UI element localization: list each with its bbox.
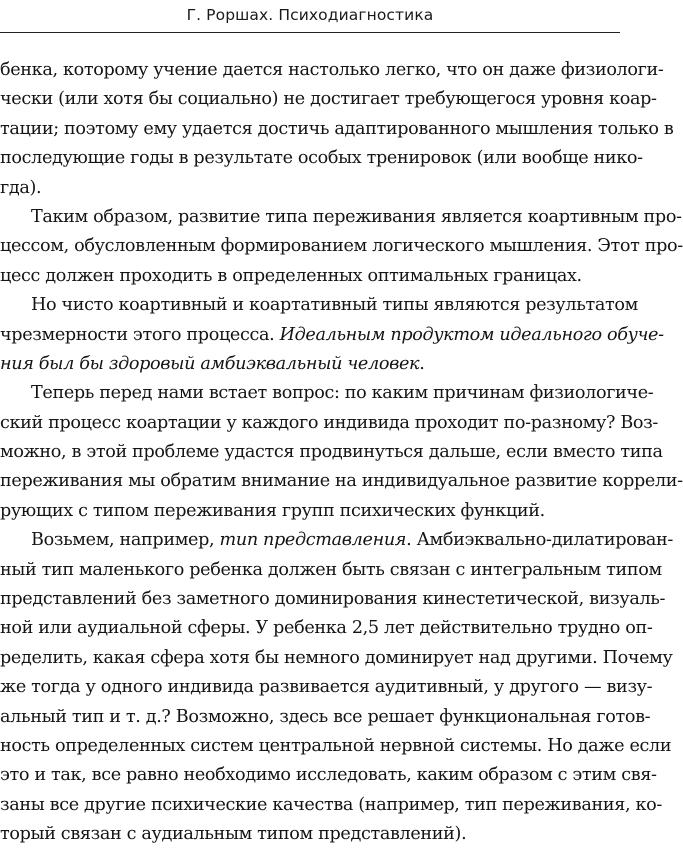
- text-line: [0, 115, 674, 144]
- text-segment: Возьмем, например,: [31, 530, 220, 551]
- text-segment: ность определенных систем центральной нервной системы. Но даже если: [0, 735, 672, 756]
- text-line: [0, 438, 663, 467]
- text-segment: тации; поэтому ему удается достичь адаптированного мышления только в: [0, 118, 674, 139]
- text-segment: Но чисто коартивный и коартативный типы являются результатом: [31, 295, 638, 316]
- text-line: [0, 644, 673, 673]
- text-segment: . Амбиэквально-дилатирован-: [406, 530, 674, 551]
- text-segment: гда).: [0, 177, 42, 198]
- paragraph-first-line: [0, 379, 654, 408]
- text-segment: можно, в этой проблеме удастся продвинуться дальше, если вместо типа: [0, 442, 663, 463]
- text-line: [0, 497, 620, 526]
- text-line: [0, 732, 672, 761]
- text-line: [0, 556, 662, 585]
- text-line: [0, 350, 620, 379]
- text-segment: ный тип маленького ребенка должен быть связан с интегральным типом: [0, 559, 662, 580]
- text-line: [0, 585, 666, 614]
- text-segment: ский процесс коартации у каждого индивида проходит по-разному? Воз-: [0, 412, 659, 433]
- text-segment: чрезмерности этого процесса.: [0, 324, 280, 345]
- text-segment: же тогда у одного индивида развивается аудитивный, у другого — визу-: [0, 677, 653, 698]
- text-line: [0, 409, 659, 438]
- text-segment: ной или аудиальной сферы. У ребенка 2,5 лет действительно трудно оп-: [0, 618, 653, 639]
- text-line: [0, 614, 653, 643]
- text-segment: чески (или хотя бы социально) не достигает требующегося уровня коар-: [0, 89, 657, 110]
- text-segment: переживания мы обратим внимание на индивидуальное развитие коррели-: [0, 471, 683, 492]
- text-segment: это и так, все равно необходимо исследовать, каким образом с этим свя-: [0, 765, 657, 786]
- text-line: [0, 232, 683, 261]
- text-line: [0, 467, 683, 496]
- italic-text-segment: тип представления: [219, 530, 407, 551]
- text-line: [0, 144, 643, 173]
- paragraph-first-line: [0, 526, 674, 555]
- text-segment: альный тип и т. д.? Возможно, здесь все решает функциональная готов-: [0, 706, 651, 727]
- text-line: [0, 262, 620, 291]
- running-head: [0, 0, 620, 34]
- text-line: [0, 673, 653, 702]
- paragraph-first-line: [0, 291, 638, 320]
- text-line: [0, 761, 657, 790]
- text-line: [0, 820, 620, 849]
- text-segment: Таким образом, развитие типа переживания является коартивным про-: [31, 206, 682, 227]
- text-segment: рующих с типом переживания групп психических функций.: [0, 500, 545, 521]
- text-segment: бенка, которому учение дается настолько легко, что он даже физиологи-: [0, 60, 664, 80]
- text-segment: цесс должен проходить в определенных оптимальных границах.: [0, 265, 582, 286]
- text-line: [0, 791, 662, 820]
- text-segment: заны все другие психические качества (например, тип переживания, ко-: [0, 794, 662, 815]
- text-segment: ределить, какая сфера хотя бы немного доминирует над другими. Почему: [0, 647, 673, 668]
- italic-text-segment: Идеальным продуктом идеального обуче-: [279, 324, 664, 345]
- text-segment: представлений без заметного доминирования кинестетической, визуаль-: [0, 589, 666, 610]
- text-line: [0, 321, 664, 350]
- italic-text-segment: ния был бы здоровый амбиэквальный человек: [0, 353, 420, 374]
- text-line: [0, 85, 657, 114]
- body-text: [0, 56, 683, 850]
- text-line: [0, 703, 651, 732]
- running-head-title: Г. Роршах. Психодиагностика: [186, 6, 434, 24]
- paragraph-first-line: [0, 203, 682, 232]
- header-divider: [0, 32, 620, 33]
- text-line: [0, 56, 664, 85]
- text-line: [0, 174, 620, 203]
- text-segment: .: [419, 353, 425, 374]
- text-segment: цессом, обусловленным формированием логического мышления. Этот про-: [0, 236, 683, 257]
- text-segment: торый связан с аудиальным типом представлений).: [0, 824, 467, 845]
- text-segment: последующие годы в результате особых тренировок (или вообще нико-: [0, 148, 643, 169]
- text-segment: Теперь перед нами встает вопрос: по каким причинам физиологиче-: [31, 383, 654, 404]
